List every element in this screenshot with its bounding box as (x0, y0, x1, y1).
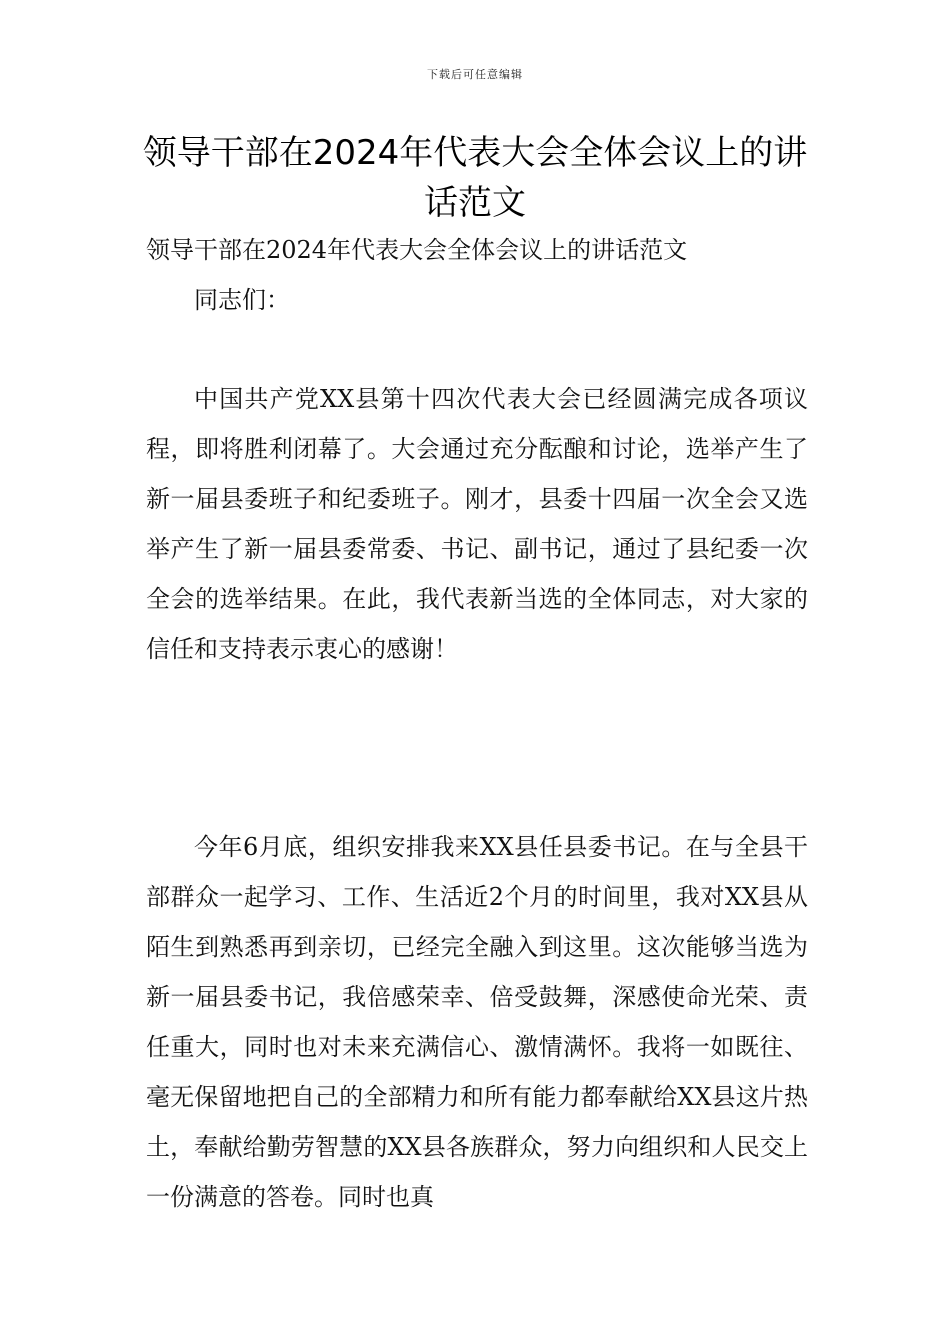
page-header-note: 下载后可任意编辑 (427, 68, 523, 81)
body-paragraph: 中国共产党XX县第十四次代表大会已经圆满完成各项议程，即将胜利闭幕了。大会通过充分酝酿和讨论，选举产生了新一届县委班子和纪委班子。刚才，县委十四届一次全会又选举产生了新一届县委常委、书记、副书记，通过了县纪委一次全会的选举结果。在此，我代表新当选的全体同志，对大家的信任和支持表示衷心的感谢！ (146, 385, 808, 663)
document-subtitle: 领导干部在2024年代表大会全体会议上的讲话范文 (146, 236, 688, 264)
document-title: 领导干部在2024年代表大会全体会议上的讲话范文 (142, 133, 808, 223)
body-paragraph: 今年6月底，组织安排我来XX县任县委书记。在与全县干部群众一起学习、工作、生活近2个月的时间里，我对XX县从陌生到熟悉再到亲切，已经完全融入到这里。这次能够当选为新一届县委书记，我倍感荣幸、倍受鼓舞，深感使命光荣、责任重大，同时也对未来充满信心、激情满怀。我将一如既往、毫无保留地把自己的全部精力和所有能力都奉献给XX县这片热土，奉献给勤劳智慧的XX县各族群众，努力向组织和人民交上一份满意的答卷。同时也真 (146, 833, 808, 1211)
salutation: 同志们： (194, 286, 290, 314)
